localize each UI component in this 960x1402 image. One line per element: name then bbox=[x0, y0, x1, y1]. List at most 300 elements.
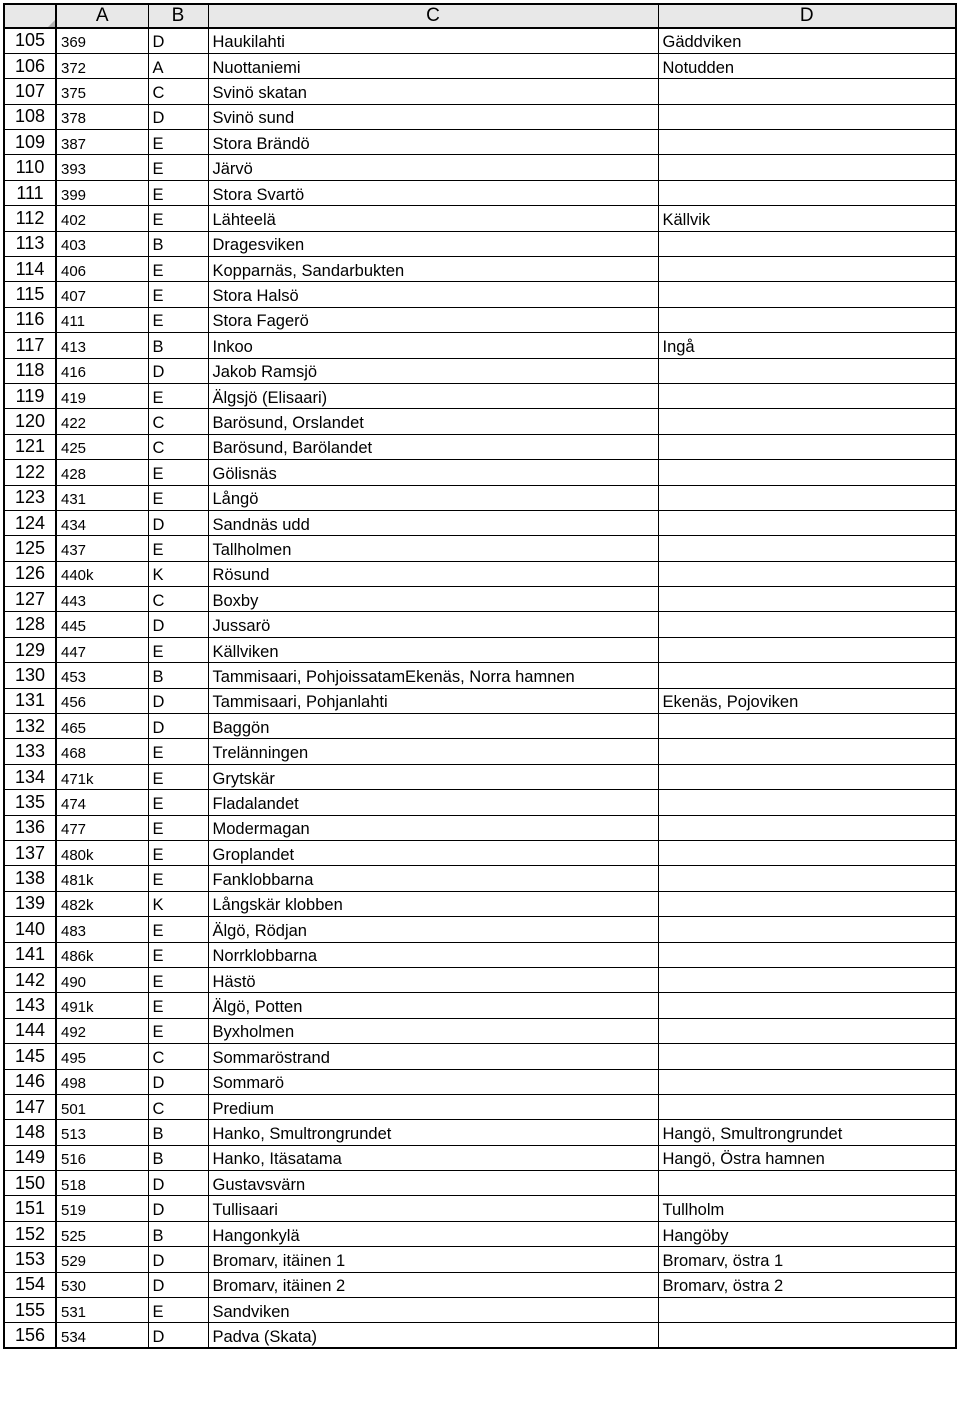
row-header[interactable]: 115 bbox=[4, 282, 56, 307]
row-header[interactable]: 146 bbox=[4, 1069, 56, 1094]
cell-a[interactable]: 501 bbox=[56, 1094, 148, 1119]
cell-d[interactable]: Bromarv, östra 2 bbox=[658, 1272, 956, 1297]
cell-c[interactable]: Jussarö bbox=[208, 612, 658, 637]
cell-c[interactable]: Norrklobbarna bbox=[208, 942, 658, 967]
cell-b[interactable]: D bbox=[148, 1323, 208, 1348]
cell-d[interactable]: Gäddviken bbox=[658, 28, 956, 53]
cell-a[interactable]: 378 bbox=[56, 104, 148, 129]
cell-c[interactable]: Älgö, Potten bbox=[208, 993, 658, 1018]
cell-d[interactable] bbox=[658, 587, 956, 612]
row-header[interactable]: 143 bbox=[4, 993, 56, 1018]
row-header[interactable]: 147 bbox=[4, 1094, 56, 1119]
cell-b[interactable]: E bbox=[148, 815, 208, 840]
cell-a[interactable]: 375 bbox=[56, 79, 148, 104]
cell-d[interactable] bbox=[658, 434, 956, 459]
cell-a[interactable]: 530 bbox=[56, 1272, 148, 1297]
cell-c[interactable]: Baggön bbox=[208, 714, 658, 739]
cell-b[interactable]: E bbox=[148, 460, 208, 485]
row-header[interactable]: 137 bbox=[4, 841, 56, 866]
cell-d[interactable] bbox=[658, 130, 956, 155]
cell-a[interactable]: 491k bbox=[56, 993, 148, 1018]
cell-d[interactable] bbox=[658, 307, 956, 332]
cell-b[interactable]: B bbox=[148, 1221, 208, 1246]
cell-c[interactable]: Fladalandet bbox=[208, 790, 658, 815]
cell-d[interactable] bbox=[658, 612, 956, 637]
cell-b[interactable]: B bbox=[148, 333, 208, 358]
cell-d[interactable] bbox=[658, 764, 956, 789]
row-header[interactable]: 105 bbox=[4, 28, 56, 53]
cell-b[interactable]: E bbox=[148, 790, 208, 815]
cell-d[interactable] bbox=[658, 942, 956, 967]
cell-c[interactable]: Fanklobbarna bbox=[208, 866, 658, 891]
cell-a[interactable]: 525 bbox=[56, 1221, 148, 1246]
cell-c[interactable]: Predium bbox=[208, 1094, 658, 1119]
row-header[interactable]: 112 bbox=[4, 206, 56, 231]
table-row bbox=[4, 307, 956, 332]
table-row bbox=[4, 739, 956, 764]
cell-c[interactable]: Barösund, Orslandet bbox=[208, 409, 658, 434]
cell-b[interactable]: E bbox=[148, 764, 208, 789]
cell-a[interactable]: 490 bbox=[56, 967, 148, 992]
cell-d[interactable] bbox=[658, 891, 956, 916]
cell-b[interactable]: E bbox=[148, 155, 208, 180]
cell-d[interactable]: Notudden bbox=[658, 53, 956, 78]
cell-d[interactable] bbox=[658, 790, 956, 815]
cell-b[interactable]: E bbox=[148, 485, 208, 510]
cell-d[interactable]: Ekenäs, Pojoviken bbox=[658, 688, 956, 713]
cell-d[interactable] bbox=[658, 409, 956, 434]
select-all-corner[interactable] bbox=[4, 4, 56, 28]
cell-b[interactable]: E bbox=[148, 841, 208, 866]
cell-a[interactable]: 406 bbox=[56, 257, 148, 282]
cell-a[interactable]: 453 bbox=[56, 663, 148, 688]
cell-c[interactable]: Byxholmen bbox=[208, 1018, 658, 1043]
table-row bbox=[4, 917, 956, 942]
cell-a[interactable]: 468 bbox=[56, 739, 148, 764]
table-row bbox=[4, 1044, 956, 1069]
cell-d[interactable]: Tullholm bbox=[658, 1196, 956, 1221]
cell-b[interactable]: E bbox=[148, 967, 208, 992]
cell-b[interactable]: C bbox=[148, 434, 208, 459]
cell-b[interactable]: D bbox=[148, 358, 208, 383]
row-header[interactable]: 124 bbox=[4, 510, 56, 535]
row-header[interactable]: 155 bbox=[4, 1298, 56, 1323]
cell-a[interactable]: 372 bbox=[56, 53, 148, 78]
cell-d[interactable]: Källvik bbox=[658, 206, 956, 231]
cell-d[interactable]: Bromarv, östra 1 bbox=[658, 1247, 956, 1272]
cell-d[interactable] bbox=[658, 714, 956, 739]
table-row bbox=[4, 53, 956, 78]
cell-a[interactable]: 486k bbox=[56, 942, 148, 967]
cell-c[interactable]: Källviken bbox=[208, 637, 658, 662]
cell-b[interactable]: E bbox=[148, 536, 208, 561]
cell-a[interactable]: 443 bbox=[56, 587, 148, 612]
cell-d[interactable] bbox=[658, 383, 956, 408]
row-header[interactable]: 113 bbox=[4, 231, 56, 256]
cell-c[interactable]: Sandviken bbox=[208, 1298, 658, 1323]
cell-b[interactable]: B bbox=[148, 1145, 208, 1170]
cell-b[interactable]: D bbox=[148, 28, 208, 53]
cell-d[interactable] bbox=[658, 358, 956, 383]
cell-d[interactable] bbox=[658, 1323, 956, 1348]
cell-b[interactable]: E bbox=[148, 383, 208, 408]
cell-a[interactable]: 387 bbox=[56, 130, 148, 155]
table-row bbox=[4, 967, 956, 992]
cell-c[interactable]: Lähteelä bbox=[208, 206, 658, 231]
cell-d[interactable] bbox=[658, 1298, 956, 1323]
row-header[interactable]: 135 bbox=[4, 790, 56, 815]
cell-c[interactable]: Svinö skatan bbox=[208, 79, 658, 104]
cell-a[interactable]: 492 bbox=[56, 1018, 148, 1043]
row-header[interactable]: 114 bbox=[4, 257, 56, 282]
row-header[interactable]: 122 bbox=[4, 460, 56, 485]
cell-c[interactable]: Tallholmen bbox=[208, 536, 658, 561]
cell-c[interactable]: Bromarv, itäinen 1 bbox=[208, 1247, 658, 1272]
cell-a[interactable]: 422 bbox=[56, 409, 148, 434]
row-header[interactable]: 156 bbox=[4, 1323, 56, 1348]
table-row bbox=[4, 1018, 956, 1043]
cell-b[interactable]: C bbox=[148, 1044, 208, 1069]
row-header[interactable]: 123 bbox=[4, 485, 56, 510]
cell-a[interactable]: 407 bbox=[56, 282, 148, 307]
cell-c[interactable]: Sandnäs udd bbox=[208, 510, 658, 535]
table-row bbox=[4, 155, 956, 180]
row-header[interactable]: 116 bbox=[4, 307, 56, 332]
cell-b[interactable]: D bbox=[148, 1196, 208, 1221]
cell-c[interactable]: Tammisaari, Pohjanlahti bbox=[208, 688, 658, 713]
table-row bbox=[4, 536, 956, 561]
cell-d[interactable] bbox=[658, 637, 956, 662]
cell-a[interactable]: 529 bbox=[56, 1247, 148, 1272]
cell-c[interactable]: Bromarv, itäinen 2 bbox=[208, 1272, 658, 1297]
cell-d[interactable] bbox=[658, 104, 956, 129]
cell-c[interactable]: Hangonkylä bbox=[208, 1221, 658, 1246]
cell-c[interactable]: Hanko, Itäsatama bbox=[208, 1145, 658, 1170]
cell-c[interactable]: Stora Halsö bbox=[208, 282, 658, 307]
table-row bbox=[4, 637, 956, 662]
cell-b[interactable]: D bbox=[148, 688, 208, 713]
cell-c[interactable]: Groplandet bbox=[208, 841, 658, 866]
cell-a[interactable]: 440k bbox=[56, 561, 148, 586]
row-header[interactable]: 151 bbox=[4, 1196, 56, 1221]
table-row bbox=[4, 764, 956, 789]
cell-c[interactable]: Barösund, Barölandet bbox=[208, 434, 658, 459]
row-header[interactable]: 128 bbox=[4, 612, 56, 637]
cell-d[interactable] bbox=[658, 510, 956, 535]
cell-a[interactable]: 428 bbox=[56, 460, 148, 485]
cell-d[interactable] bbox=[658, 866, 956, 891]
cell-a[interactable]: 518 bbox=[56, 1171, 148, 1196]
cell-a[interactable]: 431 bbox=[56, 485, 148, 510]
cell-c[interactable]: Stora Fagerö bbox=[208, 307, 658, 332]
row-header[interactable]: 120 bbox=[4, 409, 56, 434]
cell-b[interactable]: D bbox=[148, 1247, 208, 1272]
spreadsheet-grid bbox=[3, 3, 957, 1349]
row-header[interactable]: 148 bbox=[4, 1120, 56, 1145]
row-header[interactable]: 150 bbox=[4, 1171, 56, 1196]
cell-d[interactable] bbox=[658, 1018, 956, 1043]
row-header[interactable]: 132 bbox=[4, 714, 56, 739]
row-header[interactable]: 130 bbox=[4, 663, 56, 688]
table-row bbox=[4, 257, 956, 282]
row-header[interactable]: 139 bbox=[4, 891, 56, 916]
cell-c[interactable]: Älgsjö (Elisaari) bbox=[208, 383, 658, 408]
cell-c[interactable]: Inkoo bbox=[208, 333, 658, 358]
cell-b[interactable]: E bbox=[148, 637, 208, 662]
cell-d[interactable]: Ingå bbox=[658, 333, 956, 358]
row-header[interactable]: 141 bbox=[4, 942, 56, 967]
table-row bbox=[4, 1221, 956, 1246]
row-header[interactable]: 121 bbox=[4, 434, 56, 459]
cell-a[interactable]: 434 bbox=[56, 510, 148, 535]
cell-b[interactable]: E bbox=[148, 206, 208, 231]
cell-b[interactable]: C bbox=[148, 409, 208, 434]
table-row bbox=[4, 891, 956, 916]
cell-c[interactable]: Dragesviken bbox=[208, 231, 658, 256]
cell-c[interactable]: Boxby bbox=[208, 587, 658, 612]
cell-c[interactable]: Trelänningen bbox=[208, 739, 658, 764]
cell-c[interactable]: Sommarö bbox=[208, 1069, 658, 1094]
cell-b[interactable]: E bbox=[148, 993, 208, 1018]
row-header[interactable]: 106 bbox=[4, 53, 56, 78]
row-header[interactable]: 127 bbox=[4, 587, 56, 612]
table-row bbox=[4, 1272, 956, 1297]
column-header-b[interactable]: B bbox=[148, 4, 208, 28]
row-header[interactable]: 142 bbox=[4, 967, 56, 992]
cell-d[interactable] bbox=[658, 739, 956, 764]
cell-c[interactable]: Rösund bbox=[208, 561, 658, 586]
cell-a[interactable]: 483 bbox=[56, 917, 148, 942]
row-header[interactable]: 145 bbox=[4, 1044, 56, 1069]
row-header[interactable]: 133 bbox=[4, 739, 56, 764]
cell-b[interactable]: B bbox=[148, 663, 208, 688]
cell-b[interactable]: D bbox=[148, 1272, 208, 1297]
table-row bbox=[4, 866, 956, 891]
cell-a[interactable]: 519 bbox=[56, 1196, 148, 1221]
row-header[interactable]: 140 bbox=[4, 917, 56, 942]
cell-d[interactable]: Hangöby bbox=[658, 1221, 956, 1246]
row-header[interactable]: 152 bbox=[4, 1221, 56, 1246]
cell-c[interactable]: Kopparnäs, Sandarbukten bbox=[208, 257, 658, 282]
cell-d[interactable] bbox=[658, 485, 956, 510]
row-header[interactable]: 109 bbox=[4, 130, 56, 155]
cell-a[interactable]: 482k bbox=[56, 891, 148, 916]
cell-a[interactable]: 498 bbox=[56, 1069, 148, 1094]
table-row bbox=[4, 1196, 956, 1221]
cell-d[interactable] bbox=[658, 231, 956, 256]
table-row bbox=[4, 460, 956, 485]
cell-a[interactable]: 413 bbox=[56, 333, 148, 358]
table-row bbox=[4, 841, 956, 866]
cell-c[interactable]: Hanko, Smultrongrundet bbox=[208, 1120, 658, 1145]
row-header[interactable]: 108 bbox=[4, 104, 56, 129]
row-header[interactable]: 118 bbox=[4, 358, 56, 383]
row-header[interactable]: 129 bbox=[4, 637, 56, 662]
cell-d[interactable] bbox=[658, 460, 956, 485]
cell-c[interactable]: Sommaröstrand bbox=[208, 1044, 658, 1069]
row-header[interactable]: 149 bbox=[4, 1145, 56, 1170]
cell-a[interactable]: 477 bbox=[56, 815, 148, 840]
table-row bbox=[4, 993, 956, 1018]
cell-c[interactable]: Älgö, Rödjan bbox=[208, 917, 658, 942]
cell-b[interactable]: B bbox=[148, 1120, 208, 1145]
cell-d[interactable] bbox=[658, 1044, 956, 1069]
cell-d[interactable] bbox=[658, 841, 956, 866]
cell-b[interactable]: E bbox=[148, 130, 208, 155]
cell-a[interactable]: 516 bbox=[56, 1145, 148, 1170]
cell-b[interactable]: C bbox=[148, 79, 208, 104]
cell-c[interactable]: Padva (Skata) bbox=[208, 1323, 658, 1348]
cell-d[interactable] bbox=[658, 561, 956, 586]
cell-b[interactable]: E bbox=[148, 282, 208, 307]
cell-a[interactable]: 399 bbox=[56, 180, 148, 205]
cell-a[interactable]: 471k bbox=[56, 764, 148, 789]
cell-d[interactable] bbox=[658, 536, 956, 561]
cell-b[interactable]: E bbox=[148, 942, 208, 967]
cell-d[interactable] bbox=[658, 815, 956, 840]
cell-b[interactable]: E bbox=[148, 917, 208, 942]
row-header[interactable]: 117 bbox=[4, 333, 56, 358]
cell-b[interactable]: K bbox=[148, 561, 208, 586]
cell-d[interactable] bbox=[658, 1069, 956, 1094]
cell-d[interactable] bbox=[658, 1171, 956, 1196]
cell-b[interactable]: D bbox=[148, 104, 208, 129]
cell-b[interactable]: D bbox=[148, 714, 208, 739]
cell-c[interactable]: Stora Brändö bbox=[208, 130, 658, 155]
table-row bbox=[4, 663, 956, 688]
row-header[interactable]: 153 bbox=[4, 1247, 56, 1272]
cell-b[interactable]: C bbox=[148, 587, 208, 612]
cell-c[interactable]: Gustavsvärn bbox=[208, 1171, 658, 1196]
row-header[interactable]: 144 bbox=[4, 1018, 56, 1043]
cell-a[interactable]: 411 bbox=[56, 307, 148, 332]
table-row bbox=[4, 130, 956, 155]
cell-a[interactable]: 481k bbox=[56, 866, 148, 891]
column-header-d[interactable]: D bbox=[658, 4, 956, 28]
cell-c[interactable]: Haukilahti bbox=[208, 28, 658, 53]
cell-a[interactable]: 534 bbox=[56, 1323, 148, 1348]
cell-d[interactable] bbox=[658, 993, 956, 1018]
cell-a[interactable]: 416 bbox=[56, 358, 148, 383]
cell-c[interactable]: Jakob Ramsjö bbox=[208, 358, 658, 383]
table-row bbox=[4, 714, 956, 739]
row-header[interactable]: 119 bbox=[4, 383, 56, 408]
cell-d[interactable] bbox=[658, 180, 956, 205]
cell-b[interactable]: D bbox=[148, 1069, 208, 1094]
table-row bbox=[4, 409, 956, 434]
row-header[interactable]: 136 bbox=[4, 815, 56, 840]
row-header[interactable]: 138 bbox=[4, 866, 56, 891]
column-header-a[interactable]: A bbox=[56, 4, 148, 28]
cell-b[interactable]: E bbox=[148, 866, 208, 891]
table-row bbox=[4, 790, 956, 815]
table-row bbox=[4, 358, 956, 383]
cell-a[interactable]: 465 bbox=[56, 714, 148, 739]
cell-b[interactable]: C bbox=[148, 1094, 208, 1119]
cell-b[interactable]: E bbox=[148, 1298, 208, 1323]
cell-a[interactable]: 513 bbox=[56, 1120, 148, 1145]
cell-c[interactable]: Långö bbox=[208, 485, 658, 510]
cell-a[interactable]: 437 bbox=[56, 536, 148, 561]
cell-a[interactable]: 456 bbox=[56, 688, 148, 713]
cell-b[interactable]: E bbox=[148, 307, 208, 332]
cell-b[interactable]: B bbox=[148, 231, 208, 256]
cell-a[interactable]: 425 bbox=[56, 434, 148, 459]
row-header[interactable]: 126 bbox=[4, 561, 56, 586]
cell-b[interactable]: A bbox=[148, 53, 208, 78]
cell-b[interactable]: E bbox=[148, 739, 208, 764]
row-header[interactable]: 154 bbox=[4, 1272, 56, 1297]
cell-a[interactable]: 403 bbox=[56, 231, 148, 256]
cell-a[interactable]: 531 bbox=[56, 1298, 148, 1323]
row-header[interactable]: 111 bbox=[4, 180, 56, 205]
cell-b[interactable]: E bbox=[148, 1018, 208, 1043]
table-row bbox=[4, 561, 956, 586]
cell-c[interactable]: Tammisaari, PohjoissatamEkenäs, Norra hamnen bbox=[208, 663, 658, 688]
table-row bbox=[4, 104, 956, 129]
cell-b[interactable]: D bbox=[148, 510, 208, 535]
cell-a[interactable]: 419 bbox=[56, 383, 148, 408]
cell-c[interactable]: Modermagan bbox=[208, 815, 658, 840]
cell-d[interactable] bbox=[658, 79, 956, 104]
cell-b[interactable]: K bbox=[148, 891, 208, 916]
cell-a[interactable]: 445 bbox=[56, 612, 148, 637]
cell-d[interactable] bbox=[658, 967, 956, 992]
cell-d[interactable] bbox=[658, 155, 956, 180]
cell-d[interactable] bbox=[658, 257, 956, 282]
cell-d[interactable]: Hangö, Östra hamnen bbox=[658, 1145, 956, 1170]
table-row bbox=[4, 333, 956, 358]
cell-b[interactable]: D bbox=[148, 612, 208, 637]
table-row bbox=[4, 612, 956, 637]
table-row bbox=[4, 1323, 956, 1348]
cell-c[interactable]: Svinö sund bbox=[208, 104, 658, 129]
cell-c[interactable]: Grytskär bbox=[208, 764, 658, 789]
cell-c[interactable]: Nuottaniemi bbox=[208, 53, 658, 78]
row-header[interactable]: 125 bbox=[4, 536, 56, 561]
cell-b[interactable]: E bbox=[148, 257, 208, 282]
cell-d[interactable] bbox=[658, 1094, 956, 1119]
cell-c[interactable]: Stora Svartö bbox=[208, 180, 658, 205]
row-header[interactable]: 134 bbox=[4, 764, 56, 789]
table-row bbox=[4, 79, 956, 104]
cell-c[interactable]: Gölisnäs bbox=[208, 460, 658, 485]
cell-a[interactable]: 402 bbox=[56, 206, 148, 231]
cell-d[interactable]: Hangö, Smultrongrundet bbox=[658, 1120, 956, 1145]
table-row bbox=[4, 485, 956, 510]
cell-b[interactable]: E bbox=[148, 180, 208, 205]
cell-a[interactable]: 393 bbox=[56, 155, 148, 180]
row-header[interactable]: 131 bbox=[4, 688, 56, 713]
cell-a[interactable]: 480k bbox=[56, 841, 148, 866]
cell-c[interactable]: Järvö bbox=[208, 155, 658, 180]
cell-a[interactable]: 369 bbox=[56, 28, 148, 53]
cell-d[interactable] bbox=[658, 282, 956, 307]
cell-a[interactable]: 447 bbox=[56, 637, 148, 662]
cell-d[interactable] bbox=[658, 917, 956, 942]
row-header[interactable]: 110 bbox=[4, 155, 56, 180]
cell-b[interactable]: D bbox=[148, 1171, 208, 1196]
cell-a[interactable]: 495 bbox=[56, 1044, 148, 1069]
cell-c[interactable]: Hästö bbox=[208, 967, 658, 992]
table-row bbox=[4, 383, 956, 408]
column-header-c[interactable]: C bbox=[208, 4, 658, 28]
cell-c[interactable]: Långskär klobben bbox=[208, 891, 658, 916]
cell-c[interactable]: Tullisaari bbox=[208, 1196, 658, 1221]
row-header[interactable]: 107 bbox=[4, 79, 56, 104]
cell-d[interactable] bbox=[658, 663, 956, 688]
cell-a[interactable]: 474 bbox=[56, 790, 148, 815]
